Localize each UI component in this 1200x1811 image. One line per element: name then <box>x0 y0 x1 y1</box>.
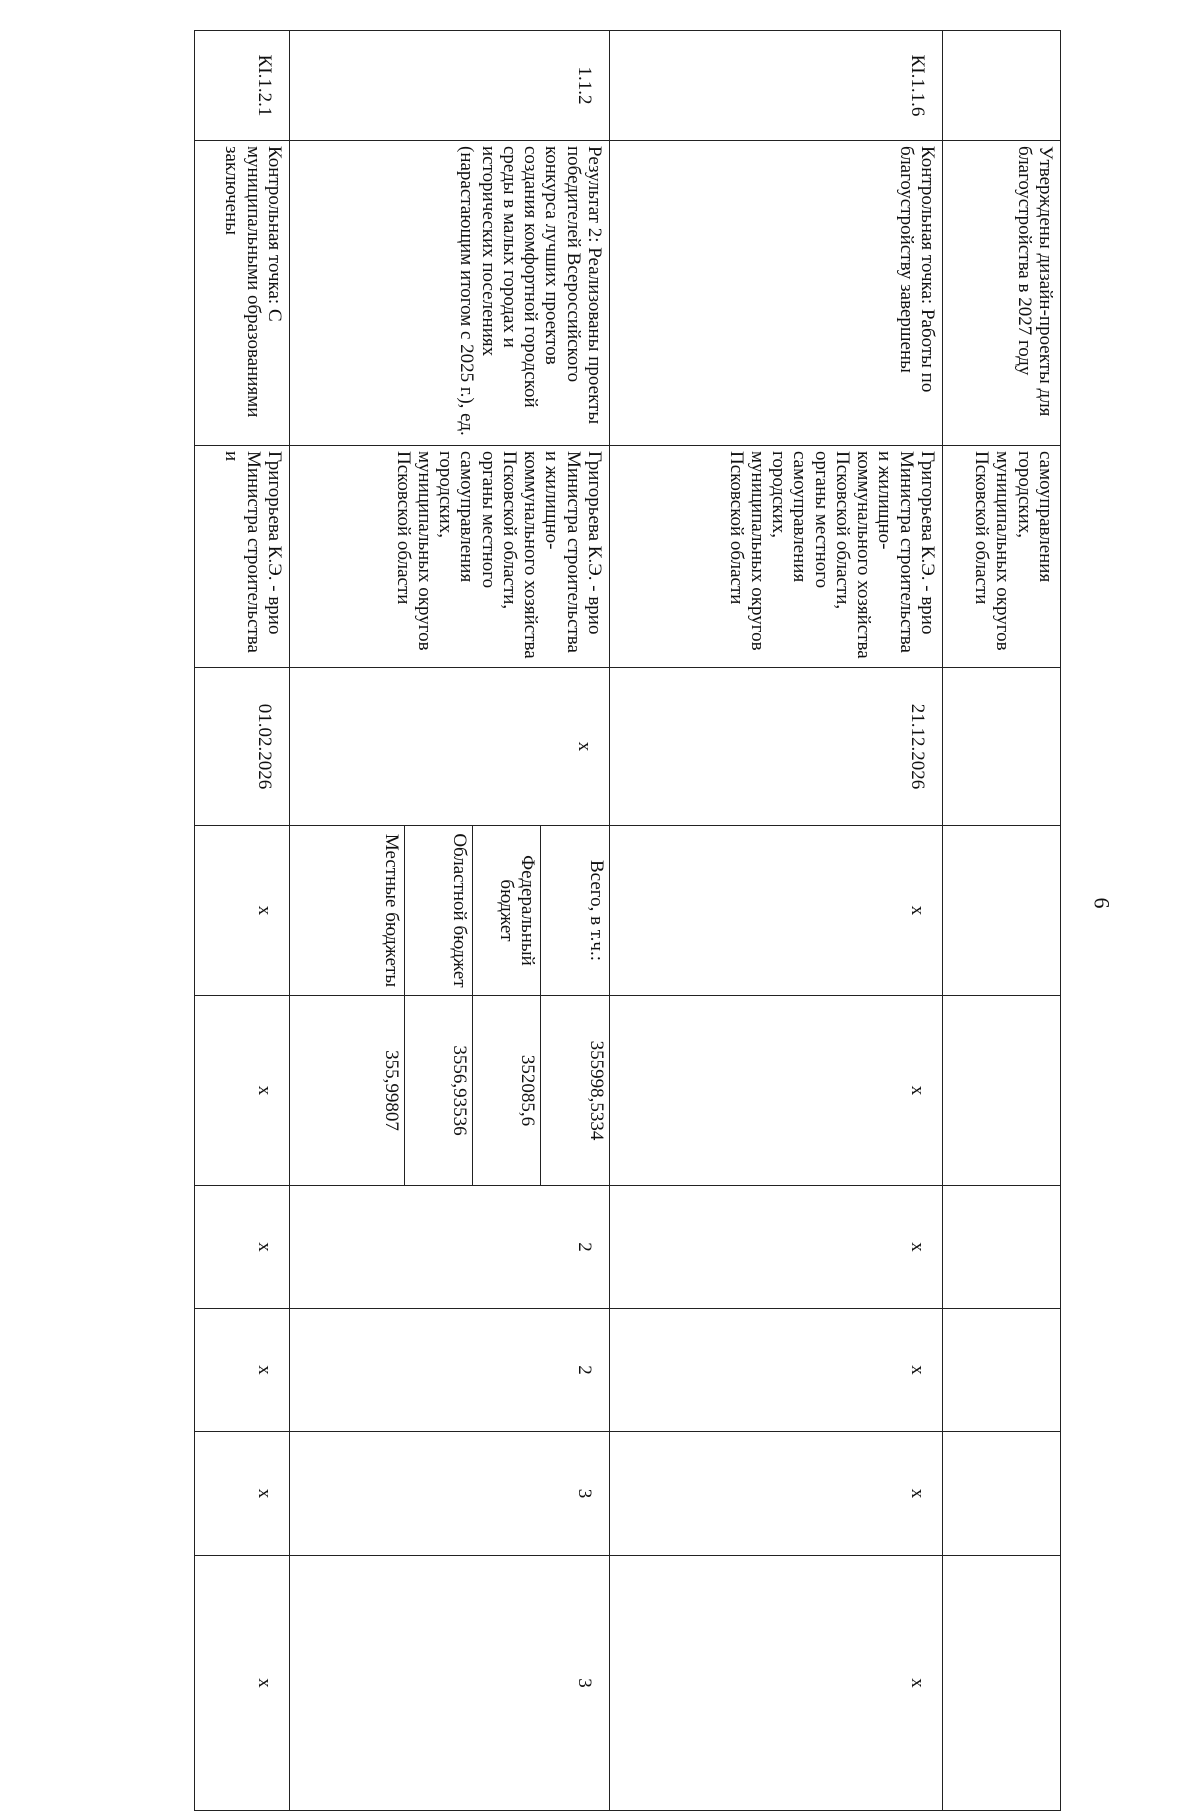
amount-federal: 352085,6 <box>473 996 541 1185</box>
table-row <box>943 31 1061 1811</box>
sources-list <box>337 826 609 995</box>
cell-amount <box>943 996 1061 1186</box>
cell-date: x <box>290 668 610 826</box>
cell-v2: 2 <box>290 1309 610 1432</box>
amount-local: 355,99807 <box>381 1050 403 1131</box>
cell-name: Контрольная точка: С муниципальными образованиями заключены <box>195 141 290 446</box>
cell-v2 <box>943 1309 1061 1432</box>
cell-v3: 3 <box>290 1432 610 1556</box>
cell-date: 01.02.2026 <box>195 668 290 826</box>
cell-amounts <box>290 996 610 1186</box>
source-federal: Федеральный бюджет <box>473 826 541 995</box>
cell-v4: x <box>195 1556 290 1811</box>
amounts-list <box>337 996 609 1185</box>
cell-name: Контрольная точка: Работы по благоустройству завершены <box>610 141 943 446</box>
cell-v3: x <box>610 1432 943 1556</box>
cell-code <box>943 31 1061 141</box>
source-total: Всего, в т.ч.: <box>541 826 609 995</box>
cell-name: Результат 2: Реализованы проекты победителей Всероссийского конкурса лучших проектов создания комфортной городской среды в малых городах и исторических поселениях (нарастающим итогом с 2025 г.), ед. <box>290 141 610 446</box>
cell-responsible: Григорьева К.Э. - врио Министра строительства и жилищно-коммунального хозяйства Псковской области, органы местного самоуправления городских, муниципальных округов Псковской области <box>610 446 943 668</box>
cell-v2: x <box>610 1309 943 1432</box>
cell-v3 <box>943 1432 1061 1556</box>
cell-amount: x <box>610 996 943 1186</box>
rotated-table-sheet <box>121 30 1061 1710</box>
table-row <box>290 31 610 1811</box>
source-local: Местные бюджеты <box>381 833 403 988</box>
cell-v1: x <box>610 1186 943 1309</box>
cell-code: КI.1.2.1 <box>195 31 290 141</box>
cell-amount: x <box>195 996 290 1186</box>
cell-source: x <box>610 826 943 996</box>
amount-total: 355998,5334 <box>541 996 609 1185</box>
cell-source: x <box>195 826 290 996</box>
cell-v4: 3 <box>290 1556 610 1811</box>
cell-v4: x <box>610 1556 943 1811</box>
amount-regional: 3556,93536 <box>405 996 473 1185</box>
plan-table <box>194 30 1061 1811</box>
source-regional: Областной бюджет <box>405 826 473 995</box>
table-row <box>610 31 943 1811</box>
cell-code: 1.1.2 <box>290 31 610 141</box>
cell-v3: x <box>195 1432 290 1556</box>
cell-v1 <box>943 1186 1061 1309</box>
cell-code: КI.1.1.6 <box>610 31 943 141</box>
cell-responsible: Григорьева К.Э. - врио Министра строительства и жилищно-коммунального хозяйства Псковской области, органы местного самоуправления городских, муниципальных округов Псковской области <box>290 446 610 668</box>
cell-v1: 2 <box>290 1186 610 1309</box>
cell-date: 21.12.2026 <box>610 668 943 826</box>
cell-responsible: Григорьева К.Э. - врио Министра строительства и <box>195 446 290 668</box>
cell-v1: x <box>195 1186 290 1309</box>
cell-source <box>943 826 1061 996</box>
table-row <box>195 31 290 1811</box>
cell-name: Утверждены дизайн-проекты для благоустройства в 2027 году <box>943 141 1061 446</box>
cell-v2: x <box>195 1309 290 1432</box>
cell-sources <box>290 826 610 996</box>
cell-date <box>943 668 1061 826</box>
cell-responsible: самоуправления городских, муниципальных округов Псковской области <box>943 446 1061 668</box>
cell-v4 <box>943 1556 1061 1811</box>
page-number: 6 <box>1089 897 1115 909</box>
